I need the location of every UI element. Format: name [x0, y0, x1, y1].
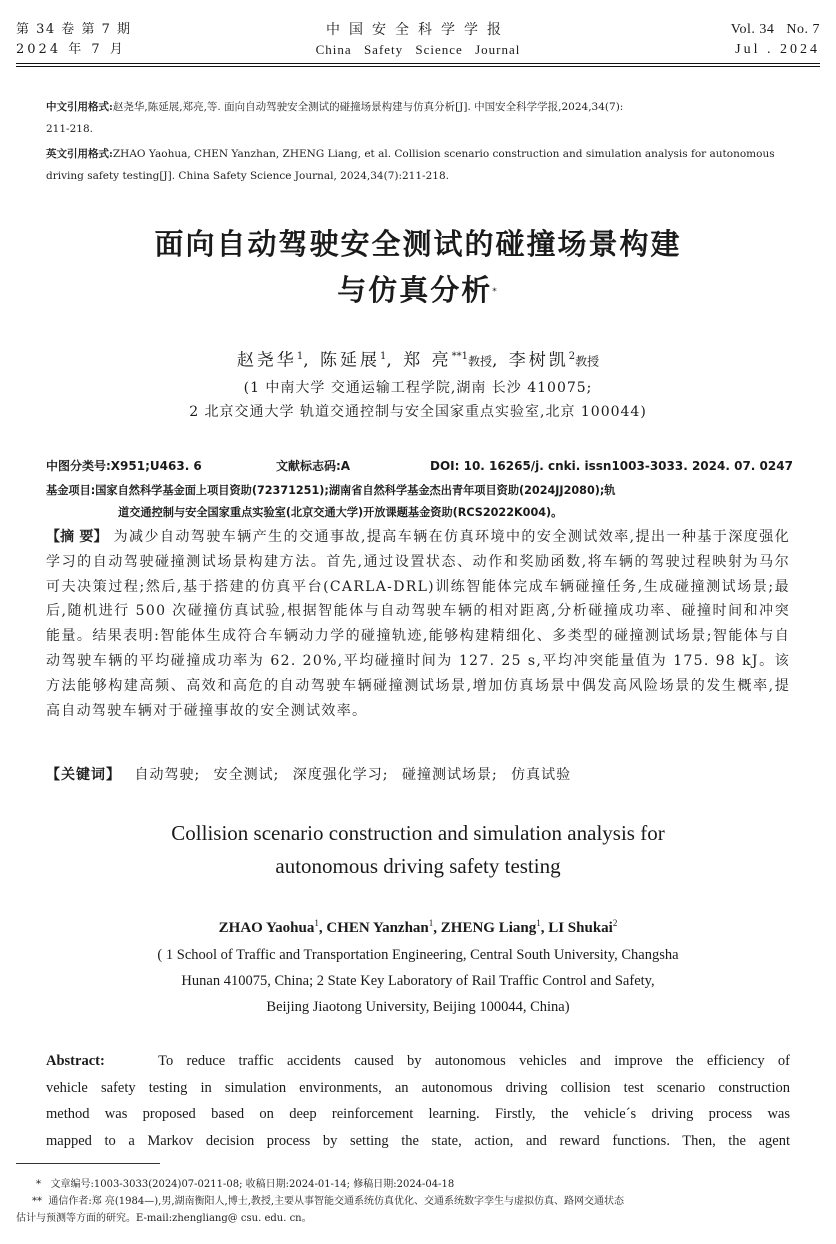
- citation-cn-label: 中文引用格式:: [46, 101, 113, 113]
- abstract-cn-text: 为减少自动驾驶车辆产生的交通事故,提高车辆在仿真环境中的安全测试效率,提出一种基于深度强化学习的自动驾驶碰撞测试场景构建方法。首先,通过设置状态、动作和奖励函数,将车辆的驾驶过程映射为马尔可夫决策过程;然后,基于搭建的仿真平台(CARLA-DRL)训练智能体完成车辆碰撞任务,生成碰撞测试场景;最后,随机进行 500 次碰撞仿真试验,根据智能体与自动驾驶车辆的相对距离,分析碰撞成功率、碰撞时间和冲突能量。结果表明:智能体生成符合车辆动力学的碰撞轨迹,能够构建精细化、多类型的碰撞测试场景;智能体与自动驾驶车辆的平均碰撞成功率为 62. 20%,平均碰撞时间为 127. 25 s,平均冲突能量值为 175. 98 kJ。该方法能够构建高频、高效和高危的自动驾驶车辆碰撞测试场景,增加仿真场景中偶发高风险场景的发生概率,提高自动驾驶车辆对于碰撞事故的安全测试效率。: [46, 529, 790, 719]
- volume-number-en: Vol. 34 No. 7: [730, 22, 820, 37]
- citation-en-label: 英文引用格式:: [46, 148, 113, 160]
- journal-name-en: China Safety Science Journal: [315, 42, 521, 57]
- author-2-en: CHEN Yanzhan: [326, 920, 429, 936]
- footnote-2: [32, 1194, 624, 1209]
- abstract-en: [46, 1048, 790, 1155]
- citation-cn-cont: 211-218.: [46, 123, 93, 135]
- footnote-2-cont: 估计与预测等方面的研究。E-mail:zhengliang@ csu. edu. cn。: [16, 1213, 312, 1224]
- header-rule-top: [16, 63, 820, 64]
- abstract-cn: [46, 525, 790, 723]
- affiliation-cn-line1: (1 中南大学 交通运输工程学院,湖南 长沙 410075;: [243, 380, 593, 396]
- author-4-en: LI Shukai: [548, 920, 613, 936]
- abstract-en-text-1: To reduce traffic accidents caused by autonomous vehicles and improve the efficiency of: [158, 1053, 791, 1069]
- author-2-en-affil-mark: 1: [428, 918, 434, 928]
- title-en-line2: autonomous driving safety testing: [275, 854, 561, 878]
- keyword-3: 深度强化学习;: [292, 767, 389, 783]
- citation-en-cont: driving safety testing[J]. China Safety Science Journal, 2024,34(7):211-218.: [46, 170, 449, 182]
- keyword-4: 碰撞测试场景;: [401, 767, 498, 783]
- abstract-en-line1: [46, 1048, 790, 1075]
- author-4-title: 教授: [575, 354, 600, 369]
- keywords-cn: [46, 764, 571, 786]
- author-2-cn: 陈延展: [320, 350, 380, 371]
- abstract-en-line3: method was proposed based on deep reinforcement learning. Firstly, the vehicle´s driving process was: [46, 1106, 790, 1123]
- title-cn-line2: [0, 267, 836, 313]
- author-4-en-affil-mark: 2: [612, 918, 618, 928]
- title-en-line1: Collision scenario construction and simulation analysis for: [171, 821, 665, 845]
- author-1-cn: 赵尧华: [236, 350, 297, 371]
- abstract-en-label: Abstract:: [46, 1053, 105, 1069]
- author-3-affil-mark: **1: [451, 351, 468, 362]
- title-cn-line1: 面向自动驾驶安全测试的碰撞场景构建: [154, 227, 682, 261]
- authors-en: ZHAO Yaohua$^1$, CHEN Yanzhan$^1$, ZHENG Liang$^1$, LI Shukai$^2$: [218, 918, 618, 936]
- citation-cn: [46, 96, 623, 118]
- date-en: Jul . 2024: [735, 42, 820, 57]
- author-2-affil-mark: 1: [380, 351, 387, 362]
- clc-number: 中图分类号:X951;U463. 6: [46, 459, 202, 473]
- citation-en: [46, 143, 775, 165]
- citation-cn-text: 赵尧华,陈延展,郑亮,等. 面向自动驾驶安全测试的碰撞场景构建与仿真分析[J]. 中国安全科学学报,2024,34(7):: [112, 101, 624, 113]
- authors-cn: 赵尧华$^1$, 陈延展$^1$, 郑 亮$^{**1}$教授, 李树凯$^2$教授: [236, 350, 600, 371]
- citation-en-text: ZHAO Yaohua, CHEN Yanzhan, ZHENG Liang, et al. Collision scenario construction and simulation analysis for autonomous: [112, 148, 775, 160]
- journal-name-cn: 中国安全科学学报: [326, 22, 510, 38]
- keyword-2: 安全测试;: [213, 767, 280, 783]
- affiliation-cn-line2: 2 北京交通大学 轨道交通控制与安全国家重点实验室,北京 100044): [189, 404, 647, 420]
- affiliation-en-line2: Hunan 410075, China; 2 State Key Laboratory of Rail Traffic Control and Safety,: [181, 973, 655, 989]
- volume-issue: 第 34 卷 第 7 期: [16, 22, 132, 37]
- author-3-title: 教授: [467, 354, 492, 369]
- author-1-en: ZHAO Yaohua: [218, 920, 315, 936]
- footnote-1-mark: *: [36, 1179, 41, 1190]
- keyword-1: 自动驾驶;: [134, 767, 201, 783]
- abstract-cn-label: 【摘 要】: [46, 529, 108, 545]
- funding-line2: 道交通控制与安全国家重点实验室(北京交通大学)开放课题基金资助(RCS2022K004)。: [118, 506, 563, 519]
- abstract-en-line2: vehicle safety testing in simulation environments, an autonomous driving collision test scenario construction: [46, 1079, 790, 1096]
- author-4-affil-mark: 2: [568, 351, 576, 362]
- affiliation-en-line3: Beijing Jiaotong University, Beijing 100044, China): [266, 999, 570, 1015]
- author-3-cn: 郑 亮: [403, 350, 452, 371]
- doi: DOI: 10. 16265/j. cnki. issn1003-3033. 2024. 07. 0247: [430, 459, 793, 473]
- footnote-2-mark: **: [32, 1196, 42, 1207]
- document-code: 文献标志码:A: [276, 459, 351, 473]
- author-1-affil-mark: 1: [296, 351, 304, 362]
- author-1-en-affil-mark: 1: [314, 918, 319, 928]
- author-3-en: ZHENG Liang: [440, 920, 537, 936]
- keyword-5: 仿真试验: [511, 767, 572, 783]
- title-cn-line2-text: 与仿真分析: [337, 273, 493, 307]
- affiliation-en-line1: ( 1 School of Traffic and Transportation Engineering, Central South University, Changsha: [157, 947, 679, 963]
- author-4-cn: 李树凯: [508, 350, 569, 371]
- abstract-en-line4: mapped to a Markov decision process by setting the state, action, and reward functions. Then, the agent: [46, 1133, 790, 1150]
- publication-month: 2024 年 7 月: [16, 42, 126, 57]
- header-rule-bottom: [16, 66, 820, 67]
- footnote-rule: [16, 1163, 160, 1164]
- keywords-cn-label: 【关键词】: [46, 767, 121, 783]
- footnote-1: [36, 1177, 454, 1192]
- title-footnote-mark: *: [492, 287, 499, 297]
- funding-line1: 基金项目:国家自然科学基金面上项目资助(72371251);湖南省自然科学基金杰出青年项目资助(2024JJ2080);轨: [46, 484, 616, 497]
- footnote-1-text: 文章编号:1003-3033(2024)07-0211-08; 收稿日期:2024-01-14; 修稿日期:2024-04-18: [50, 1179, 455, 1190]
- author-3-en-affil-mark: 1: [536, 918, 541, 928]
- footnote-2-text: 通信作者:郑 亮(1984—),男,湖南衡阳人,博士,教授,主要从事智能交通系统仿真优化、交通系统数字孪生与虚拟仿真、路网交通状态: [48, 1196, 625, 1207]
